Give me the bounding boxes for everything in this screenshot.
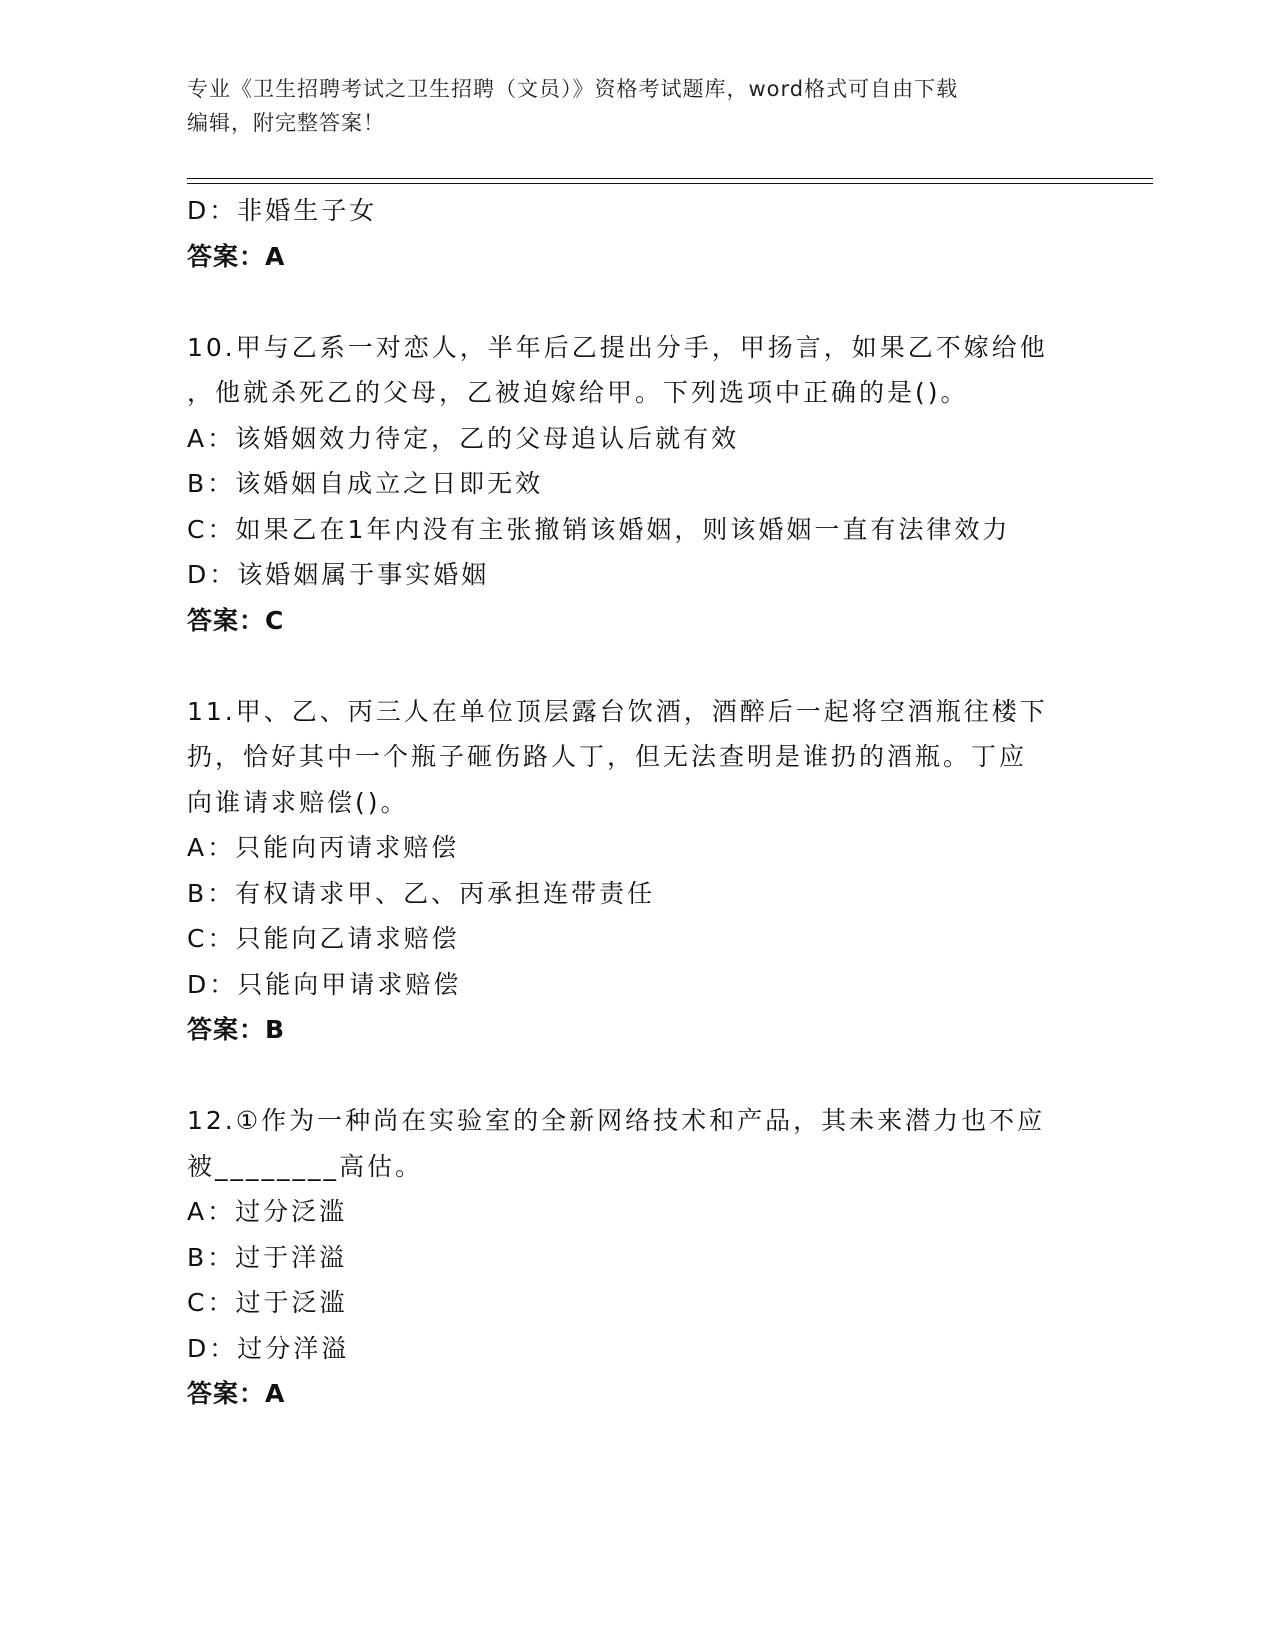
question-stem-line: 向谁请求赔偿()。 xyxy=(187,787,409,817)
option-a: A：只能向丙请求赔偿 xyxy=(187,833,460,862)
spacer xyxy=(187,279,1087,325)
spacer xyxy=(187,643,1087,689)
answer-line: 答案：A xyxy=(187,241,286,271)
question-stem-line: ，他就杀死乙的父母，乙被迫嫁给甲。下列选项中正确的是()。 xyxy=(187,378,969,407)
option-d: D：只能向甲请求赔偿 xyxy=(187,969,462,999)
option-a: A：过分泛滥 xyxy=(187,1197,348,1226)
option-c: C：过于泛滥 xyxy=(187,1288,348,1317)
option-d: D：过分洋溢 xyxy=(187,1333,350,1363)
question-stem-line: 12.①作为一种尚在实验室的全新网络技术和产品，其未来潜力也不应 xyxy=(187,1106,1046,1135)
option-d: D：该婚姻属于事实婚姻 xyxy=(187,560,490,589)
option-b: B：有权请求甲、乙、丙承担连带责任 xyxy=(187,878,656,908)
spacer xyxy=(187,1053,1087,1099)
question-11 xyxy=(187,689,1087,1053)
document-header xyxy=(187,72,1067,140)
option-c: C：只能向乙请求赔偿 xyxy=(187,924,460,953)
question-stem-line: 11.甲、乙、丙三人在单位顶层露台饮酒，酒醉后一起将空酒瓶往楼下 xyxy=(187,696,1048,726)
answer-line: 答案：A xyxy=(187,1379,286,1408)
option-d: D：非婚生子女 xyxy=(187,196,378,225)
question-stem-line: 扔，恰好其中一个瓶子砸伤路人丁，但无法查明是谁扔的酒瓶。丁应 xyxy=(187,742,1028,771)
option-b: B：该婚姻自成立之日即无效 xyxy=(187,469,544,498)
question-10 xyxy=(187,325,1087,644)
question-stem-line: 被________高估。 xyxy=(187,1151,424,1181)
option-c: C：如果乙在1年内没有主张撤销该婚姻，则该婚姻一直有法律效力 xyxy=(187,514,1011,544)
answer-line: 答案：B xyxy=(187,1015,286,1044)
question-stem-line: 10.甲与乙系一对恋人，半年后乙提出分手，甲扬言，如果乙不嫁给他 xyxy=(187,332,1048,362)
header-divider-top xyxy=(187,178,1153,179)
question-list xyxy=(187,188,1087,1417)
option-a: A：该婚姻效力待定，乙的父母追认后就有效 xyxy=(187,423,740,453)
header-line-2: 编辑，附完整答案！ xyxy=(187,111,385,135)
header-divider-bottom xyxy=(187,183,1153,184)
question-12 xyxy=(187,1098,1087,1417)
option-b: B：过于洋溢 xyxy=(187,1242,348,1272)
answer-line: 答案：C xyxy=(187,605,285,635)
header-line-1: 专业《卫生招聘考试之卫生招聘（文员）》资格考试题库，word格式可自由下载 xyxy=(187,77,959,101)
